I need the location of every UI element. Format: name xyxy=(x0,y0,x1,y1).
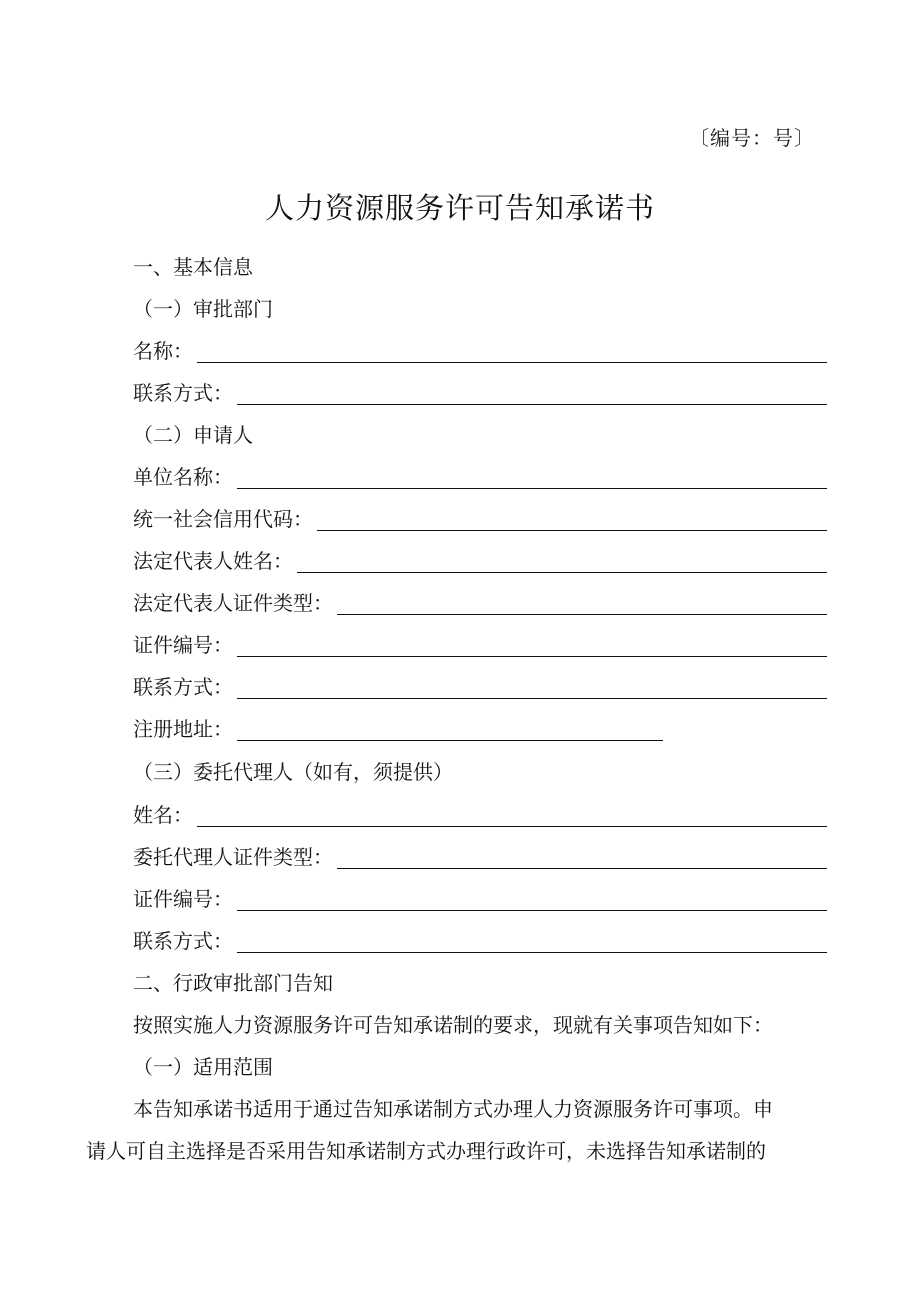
field-label: 法定代表人证件类型： xyxy=(133,591,333,615)
field-approval-contact[interactable] xyxy=(133,378,827,408)
field-applicant-credit-code[interactable] xyxy=(133,504,827,534)
field-blank-line[interactable] xyxy=(237,676,827,699)
field-blank-line[interactable] xyxy=(197,340,827,363)
subheading-scope: （一）适用范围 xyxy=(133,1055,273,1079)
field-applicant-registered-address[interactable] xyxy=(133,714,663,744)
subheading-agent: （三）委托代理人（如有，须提供） xyxy=(133,760,453,784)
scope-paragraph-line-1: 本告知承诺书适用于通过告知承诺制方式办理人力资源服务许可事项。申 xyxy=(133,1097,773,1121)
field-applicant-contact[interactable] xyxy=(133,672,827,702)
field-blank-line[interactable] xyxy=(237,718,663,741)
field-label: 法定代表人姓名： xyxy=(133,549,293,573)
field-blank-line[interactable] xyxy=(337,846,827,869)
field-agent-contact[interactable] xyxy=(133,926,827,956)
field-applicant-id-number[interactable] xyxy=(133,630,827,660)
field-applicant-unit-name[interactable] xyxy=(133,462,827,492)
field-applicant-legal-rep-id-type[interactable] xyxy=(133,588,827,618)
field-label: 联系方式： xyxy=(133,675,233,699)
subheading-approval-dept: （一）审批部门 xyxy=(133,297,273,321)
notice-intro: 按照实施人力资源服务许可告知承诺制的要求，现就有关事项告知如下： xyxy=(133,1013,773,1037)
field-blank-line[interactable] xyxy=(237,466,827,489)
field-blank-line[interactable] xyxy=(237,888,827,911)
field-label: 联系方式： xyxy=(133,381,233,405)
field-label: 联系方式： xyxy=(133,929,233,953)
field-blank-line[interactable] xyxy=(337,592,827,615)
field-label: 证件编号： xyxy=(133,633,233,657)
field-label: 注册地址： xyxy=(133,717,233,741)
subheading-applicant: （二）申请人 xyxy=(133,423,253,447)
section-heading-basic-info: 一、基本信息 xyxy=(133,255,253,279)
field-agent-id-type[interactable] xyxy=(133,842,827,872)
scope-paragraph-line-2: 请人可自主选择是否采用告知承诺制方式办理行政许可，未选择告知承诺制的 xyxy=(86,1139,766,1163)
field-blank-line[interactable] xyxy=(197,804,827,827)
field-blank-line[interactable] xyxy=(237,634,827,657)
field-blank-line[interactable] xyxy=(237,382,827,405)
field-label: 委托代理人证件类型： xyxy=(133,845,333,869)
field-label: 统一社会信用代码： xyxy=(133,507,313,531)
field-applicant-legal-rep-name[interactable] xyxy=(133,546,827,576)
field-agent-name[interactable] xyxy=(133,800,827,830)
field-approval-name[interactable] xyxy=(133,336,827,366)
field-label: 名称： xyxy=(133,339,193,363)
field-label: 证件编号： xyxy=(133,887,233,911)
document-serial-number: 〔编号：号〕 xyxy=(689,126,815,150)
field-agent-id-number[interactable] xyxy=(133,884,827,914)
document-title: 人力资源服务许可告知承诺书 xyxy=(264,191,655,225)
field-blank-line[interactable] xyxy=(297,550,827,573)
field-label: 姓名： xyxy=(133,803,193,827)
field-blank-line[interactable] xyxy=(237,930,827,953)
field-label: 单位名称： xyxy=(133,465,233,489)
section-heading-notice: 二、行政审批部门告知 xyxy=(133,971,333,995)
field-blank-line[interactable] xyxy=(317,508,827,531)
